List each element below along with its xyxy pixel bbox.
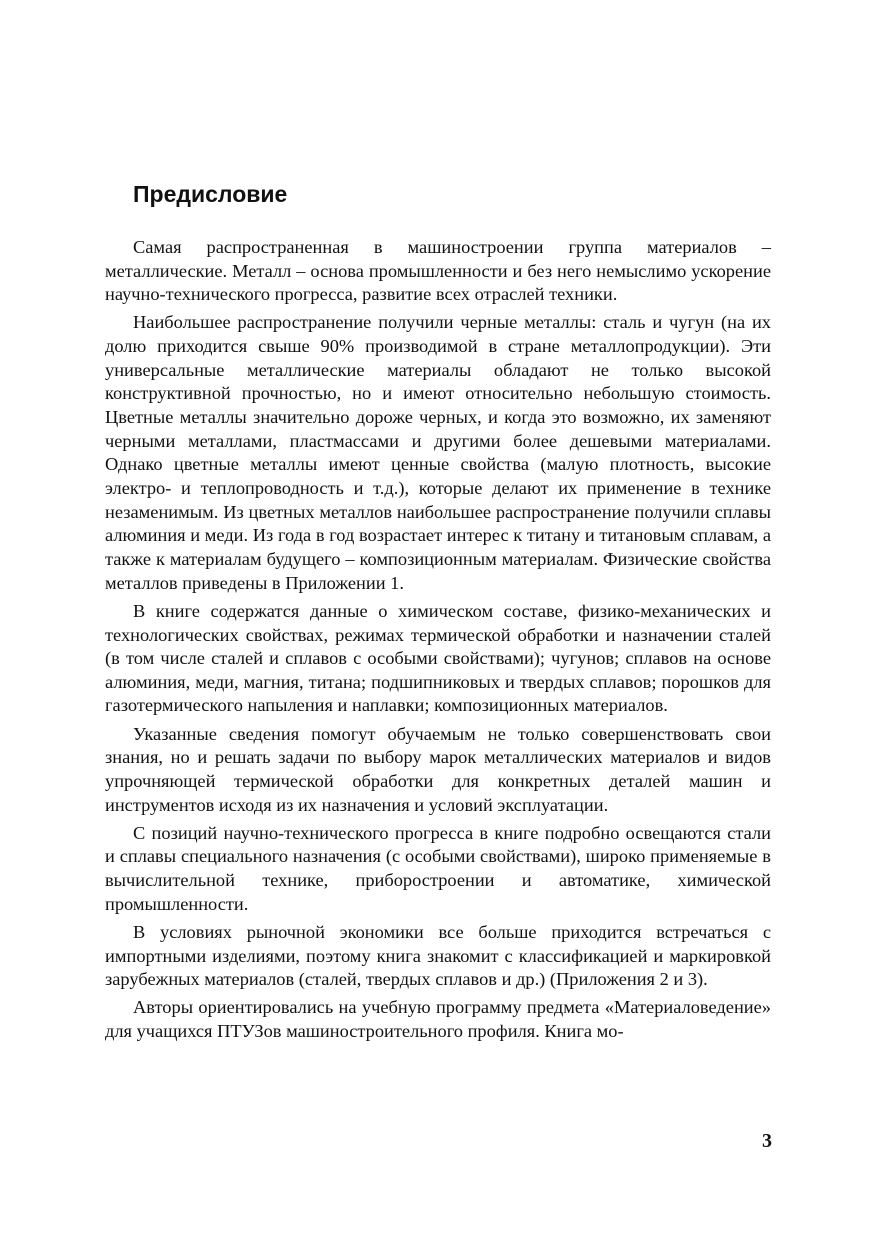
paragraph: Самая распространенная в машиностроении группа материалов – металлические. Металл – основа промышленности и без него немыслимо ускорение научно-технического прогресса, развитие всех отраслей техники. [105,237,771,305]
body-text [105,236,771,1048]
paragraph: С позиций научно-технического прогресса в книге подробно освещаются стали и сплавы специального назначения (с особыми свойствами), широко применяемые в вычислительной технике, приборостроении и автоматике, химической промышленности. [105,822,771,914]
page-title: Предисловие [133,181,288,207]
paragraph: Указанные сведения помогут обучаемым не только совершенствовать свои знания, но и решать задачи по выбору марок металлических материалов и видов упрочняющей термической обработки для конкретных деталей машин и инструментов исходя из их назначения и условий эксплуатации. [105,723,771,815]
paragraph: В книге содержатся данные о химическом составе, физико-механических и технологических свойствах, режимах термической обработки и назначении сталей (в том числе сталей и сплавов с особыми свойствами); чугунов; сплавов на основе алюминия, меди, магния, титана; подшипниковых и твердых сплавов; порошков для газотермического напыления и наплавки; композиционных материалов. [105,600,771,716]
paragraph: В условиях рыночной экономики все больше приходится встречаться с импортными изделиями, поэтому книга знакомит с классификацией и маркировкой зарубежных материалов (сталей, твердых сплавов и др.) (Приложения 2 и 3). [105,921,771,990]
paragraph: Авторы ориентировались на учебную программу предмета «Материаловедение» для учащихся ПТУЗов машиностроительного профиля. Книга мо- [105,997,771,1041]
page-number: 3 [762,1130,772,1152]
paragraph: Наибольшее распространение получили черные металлы: сталь и чугун (на их долю приходится свыше 90% производимой в стране металлопродукции). Эти универсальные металлические материалы обладают не только высокой конструктивной прочностью, но и имеют относительно небольшую стоимость. Цветные металлы значительно дороже черных, и когда это возможно, их заменяют черными металлами, пластмассами и другими более дешевыми материалами. Однако цветные металлы имеют ценные свойства (малую плотность, высокие электро- и теплопроводность и т.д.), которые делают их применение в технике незаменимым. Из цветных металлов наибольшее распространение получили сплавы алюминия и меди. Из года в год возрастает интерес к титану и титановым сплавам, а также к материалам будущего – композиционным материалам. Физические свойства металлов приведены в Приложении 1. [105,312,771,593]
